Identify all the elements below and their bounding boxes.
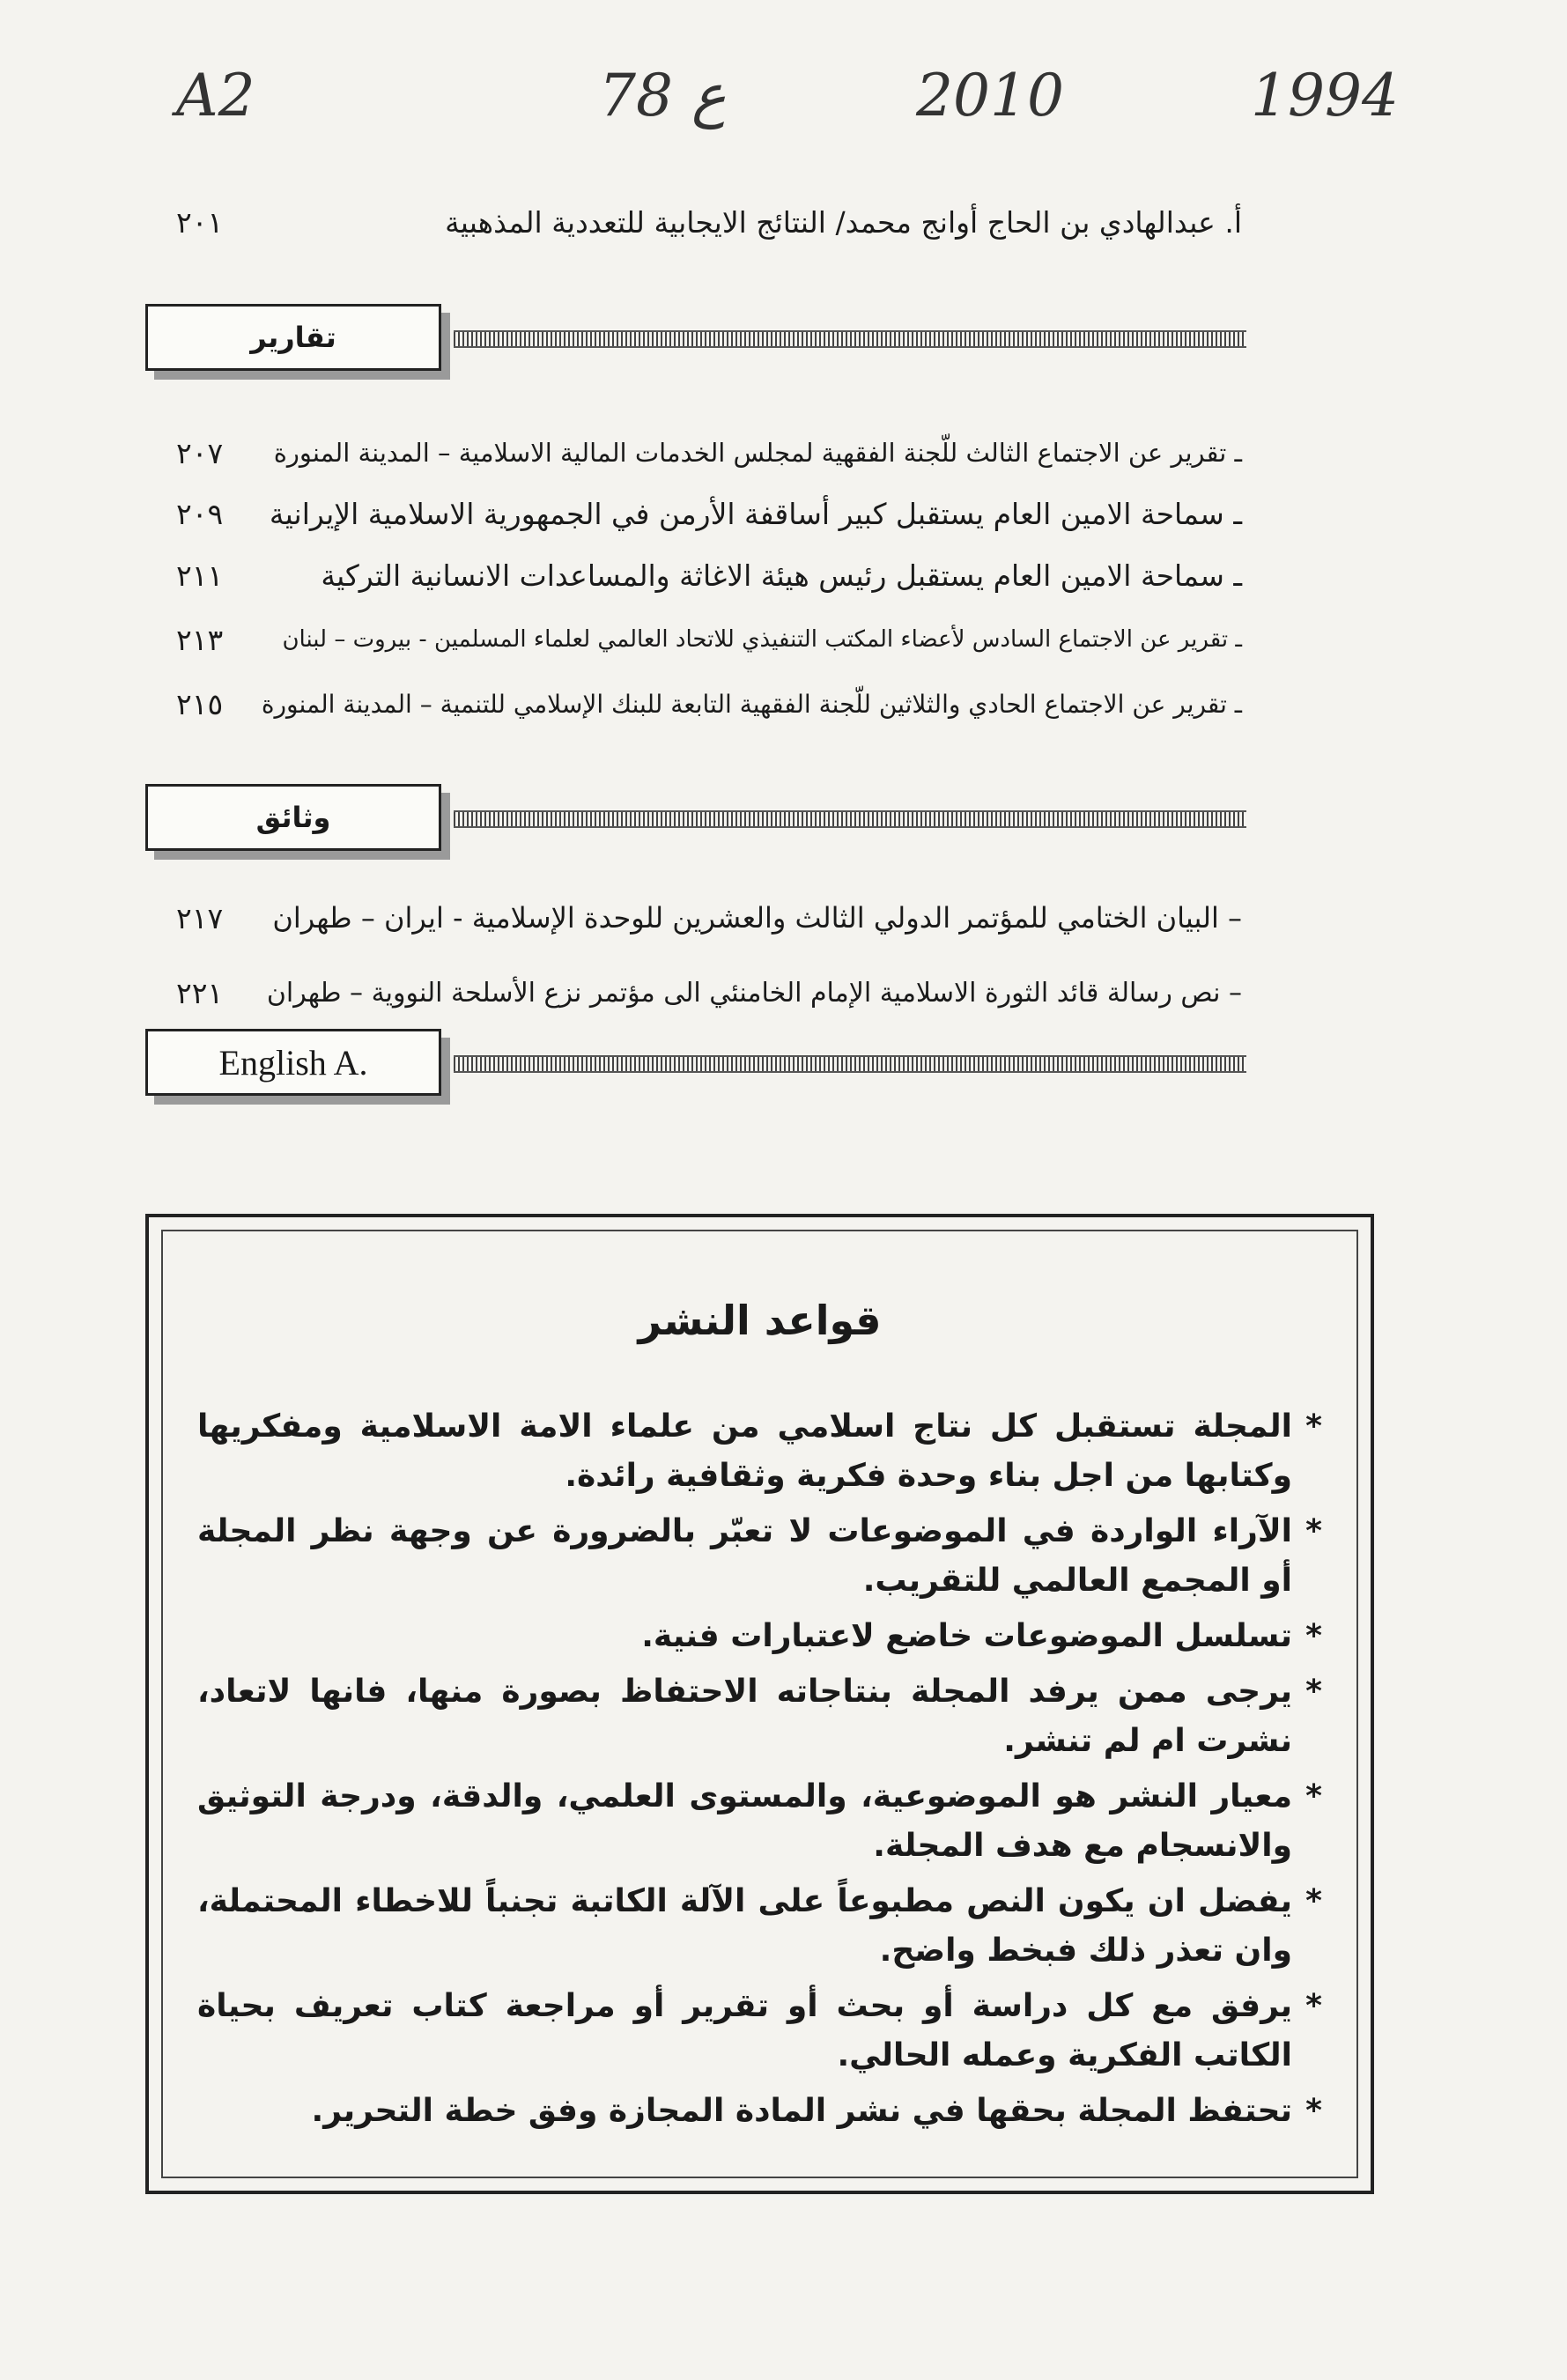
rule-item [197, 1667, 1322, 1766]
section-label-documents: وثائق [145, 784, 441, 851]
publishing-rules-list [197, 1402, 1322, 2142]
rule-text: معيار النشر هو الموضوعية، والمستوى العلمي، والدقة، ودرجة التوثيق والانسجام مع هدف المجلة. [197, 1778, 1292, 1864]
rule-item [197, 1612, 1322, 1661]
section-divider [454, 1055, 1246, 1073]
toc-entry-title: – نص رسالة قائد الثورة الاسلامية الإمام الخامنئي الى مؤتمر نزع الأسلحة النووية – طهران [266, 977, 1242, 1009]
toc-entry-page: ٢٠٧ [176, 435, 224, 470]
rule-item [197, 1507, 1322, 1606]
toc-entry-page: ٢١٧ [176, 900, 224, 935]
handwritten-note-a2: A2 [176, 62, 255, 129]
publishing-rules-title: قواعد النشر [638, 1297, 882, 1344]
toc-entry[interactable] [176, 617, 1242, 662]
section-label-english: English A. [145, 1029, 441, 1096]
rule-item [197, 2087, 1322, 2136]
toc-entry[interactable] [176, 895, 1242, 941]
bullet-star: * [1305, 1674, 1322, 1710]
rule-text: المجلة تستقبل كل نتاج اسلامي من علماء الامة الاسلامية ومفكريها وكتابها من اجل بناء وحدة فكرية وثقافية رائدة. [197, 1408, 1292, 1494]
rule-item [197, 1982, 1322, 2081]
bullet-star: * [1305, 1883, 1322, 1919]
rule-text: يرفق مع كل دراسة أو بحث أو تقرير أو مراجعة كتاب تعريف بحياة الكاتب الفكرية وعمله الحالي. [197, 1988, 1292, 2073]
handwritten-note-number: 2010 [916, 62, 1064, 129]
toc-entry-page: ٢١١ [176, 558, 224, 593]
section-header-documents [145, 784, 1246, 851]
rule-text: تسلسل الموضوعات خاضع لاعتبارات فنية. [641, 1618, 1292, 1654]
rule-text: يفضل ان يكون النص مطبوعاً على الآلة الكاتبة تجنباً للاخطاء المحتملة، وان تعذر ذلك فبخط واضح. [197, 1883, 1292, 1969]
rule-item [197, 1402, 1322, 1501]
toc-entry-title: ـ سماحة الامين العام يستقبل كبير أساقفة الأرمن في الجمهورية الاسلامية الإيرانية [269, 496, 1242, 531]
toc-entry-page: ٢١٥ [176, 686, 224, 721]
bullet-star: * [1305, 1778, 1322, 1815]
toc-entry-title: ـ تقرير عن الاجتماع الحادي والثلاثين للّجنة الفقهية التابعة للبنك الإسلامي للتنمية – المدينة المنورة [261, 689, 1242, 719]
toc-entry-title: – البيان الختامي للمؤتمر الدولي الثالث والعشرين للوحدة الإسلامية - ايران – طهران [272, 901, 1242, 935]
toc-entry-title: ـ تقرير عن الاجتماع الثالث للّجنة الفقهية لمجلس الخدمات المالية الاسلامية – المدينة المنورة [273, 438, 1242, 468]
rule-text: تحتفظ المجلة بحقها في نشر المادة المجازة وفق خطة التحرير. [311, 2093, 1292, 2129]
bullet-star: * [1305, 1988, 1322, 2024]
bullet-star: * [1305, 1618, 1322, 1654]
toc-entry[interactable] [176, 970, 1242, 1016]
toc-entry[interactable] [176, 681, 1242, 727]
toc-entry-page: ٢٠١ [176, 204, 224, 240]
rule-item [197, 1877, 1322, 1976]
toc-entry-page: ٢١٣ [176, 622, 224, 657]
toc-entry-page: ٢٢١ [176, 975, 224, 1010]
bullet-star: * [1305, 1513, 1322, 1549]
publishing-rules-box [145, 1214, 1374, 2194]
handwritten-note-issue: 78 ع [599, 62, 727, 129]
section-divider [454, 810, 1246, 828]
toc-entry[interactable] [176, 491, 1242, 536]
rule-text: الآراء الواردة في الموضوعات لا تعبّر بالضرورة عن وجهة نظر المجلة أو المجمع العالمي للتقريب. [197, 1513, 1292, 1599]
section-label-reports: تقارير [145, 304, 441, 371]
section-header-reports [145, 304, 1246, 371]
bullet-star: * [1305, 2093, 1322, 2129]
rule-item [197, 1772, 1322, 1871]
toc-entry[interactable] [176, 430, 1242, 476]
handwritten-note-year: 1994 [1251, 62, 1399, 129]
section-divider [454, 330, 1246, 348]
toc-entry-title: ـ سماحة الامين العام يستقبل رئيس هيئة الاغاثة والمساعدات الانسانية التركية [321, 558, 1242, 593]
toc-entry-page: ٢٠٩ [176, 496, 224, 531]
bullet-star: * [1305, 1408, 1322, 1445]
section-header-english [145, 1029, 1246, 1096]
toc-entry[interactable] [176, 552, 1242, 598]
toc-entry-title: أ. عبدالهادي بن الحاج أوانج محمد/ النتائج الايجابية للتعددية المذهبية [445, 204, 1242, 240]
toc-entry[interactable] [176, 199, 1242, 245]
rule-text: يرجى ممن يرفد المجلة بنتاجاته الاحتفاظ بصورة منها، فانها لاتعاد، نشرت ام لم تنشر. [197, 1674, 1292, 1759]
toc-entry-title: ـ تقرير عن الاجتماع السادس لأعضاء المكتب التنفيذي للاتحاد العالمي لعلماء المسلمين - بيروت – لبنان [282, 626, 1242, 653]
